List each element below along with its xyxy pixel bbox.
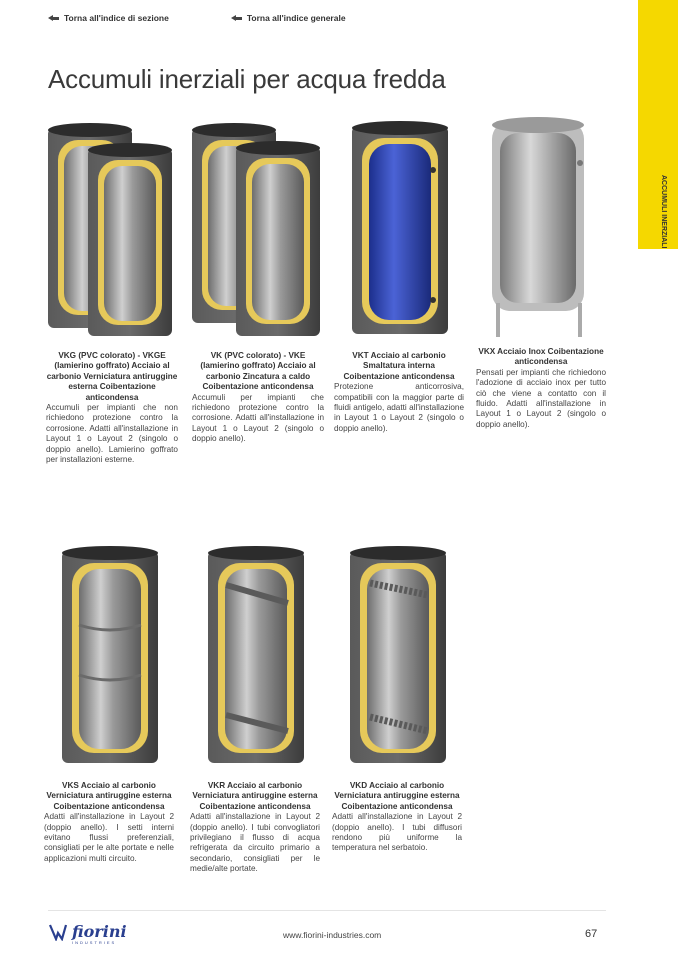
arrow-left-icon — [231, 15, 242, 21]
product-name: VK (PVC colorato) - VKE (lamierino goffrato) Acciaio al carbonio Zincatura a caldo Coibentazione anticondensa — [200, 351, 316, 392]
product-name: VKR Acciaio al carbonio Verniciatura antiruggine esterna Coibentazione anticondensa — [192, 781, 318, 811]
product-name: VKD Acciaio al carbonio Verniciatura antiruggine esterna Coibentazione anticondensa — [334, 781, 460, 811]
logo-text: fiorini — [72, 922, 127, 941]
product-name: VKT Acciaio al carbonio Smaltatura interna Coibentazione anticondensa — [343, 351, 455, 381]
sidetab-label: ACCUMULI INERZIALI — [660, 175, 667, 249]
company-logo[interactable] — [48, 922, 127, 945]
product-description: Adatti all'installazione in Layout 2 (doppio anello). I setti interni evitano flussi preferenziali, consigliati per le alte portate e nelle applicazioni multi circuito. — [44, 812, 174, 863]
top-navigation — [48, 13, 346, 23]
product-vkx — [476, 115, 606, 430]
section-index-label: Torna all'indice di sezione — [64, 13, 169, 23]
product-vks — [44, 545, 176, 864]
product-description: Adatti all'installazione in Layout 2 (doppio anello). I tubi diffusori rendono più uniforme la temperatura nel serbatoio. — [332, 812, 462, 853]
fiorini-logo-icon — [48, 923, 68, 941]
product-description: Accumuli per impianti che richiedono protezione contro la corrosione. Adatti all'installazione in Layout 1 o Layout 2 (singolo o doppio anello). — [192, 392, 324, 444]
product-vk — [186, 120, 326, 445]
product-description: Pensati per impianti che richiedono l'adozione di acciaio inox per tutto ciò che viene a contatto con il fluido. Adatti all'installazione in Layout 1 o Layout 2 (singolo o doppio anello). — [476, 367, 606, 429]
section-index-link[interactable] — [48, 13, 169, 23]
tank-vk-image — [186, 120, 326, 340]
arrow-left-icon — [48, 15, 59, 21]
tank-vks-image — [44, 545, 176, 770]
page-number: 67 — [585, 928, 598, 940]
product-description: Protezione anticorrosiva, compatibili con la maggior parte di fluidi antigelo, adatti all'installazione in Layout 1 o Layout 2 (singolo o doppio anello). — [334, 382, 464, 433]
product-vkd — [332, 545, 466, 854]
tank-vkr-image — [190, 545, 324, 770]
product-vkr — [190, 545, 324, 875]
product-description: Adatti all'installazione in Layout 2 (doppio anello). I tubi convogliatori privilegiano il flusso di acqua refrigerata da circuito primario a secondario, consigliati per le medie/alte portate. — [190, 812, 320, 874]
tank-vkx-image — [476, 115, 606, 340]
product-vkt — [334, 120, 468, 434]
logo-subtext: INDUSTRIES — [72, 940, 117, 945]
product-name: VKX Acciaio Inox Coibentazione anticondensa — [478, 347, 604, 367]
tank-vkt-image — [334, 120, 468, 340]
product-name: VKG (PVC colorato) - VKGE (lamierino goffrato) Acciaio al carbonio Verniciatura antiruggine esterna Coibentazione anticondensa — [46, 351, 178, 402]
product-description: Accumuli per impianti che non richiedono protezione contro la corrosione. Adatti all'installazione in Layout 1 o Layout 2 (singolo o doppio anello). Lamierino goffrato per installazioni esterne. — [46, 403, 178, 465]
website-link[interactable]: www.fiorini-industries.com — [283, 930, 382, 940]
general-index-label: Torna all'indice generale — [246, 13, 346, 23]
page-title: Accumuli inerziali per acqua fredda — [48, 64, 446, 94]
footer-divider — [48, 910, 606, 911]
general-index-link[interactable] — [231, 13, 346, 23]
tank-vkg-image — [40, 120, 180, 340]
product-name: VKS Acciaio al carbonio Verniciatura antiruggine esterna Coibentazione anticondensa — [46, 781, 172, 811]
tank-vkd-image — [332, 545, 466, 770]
product-vkg — [40, 120, 180, 465]
